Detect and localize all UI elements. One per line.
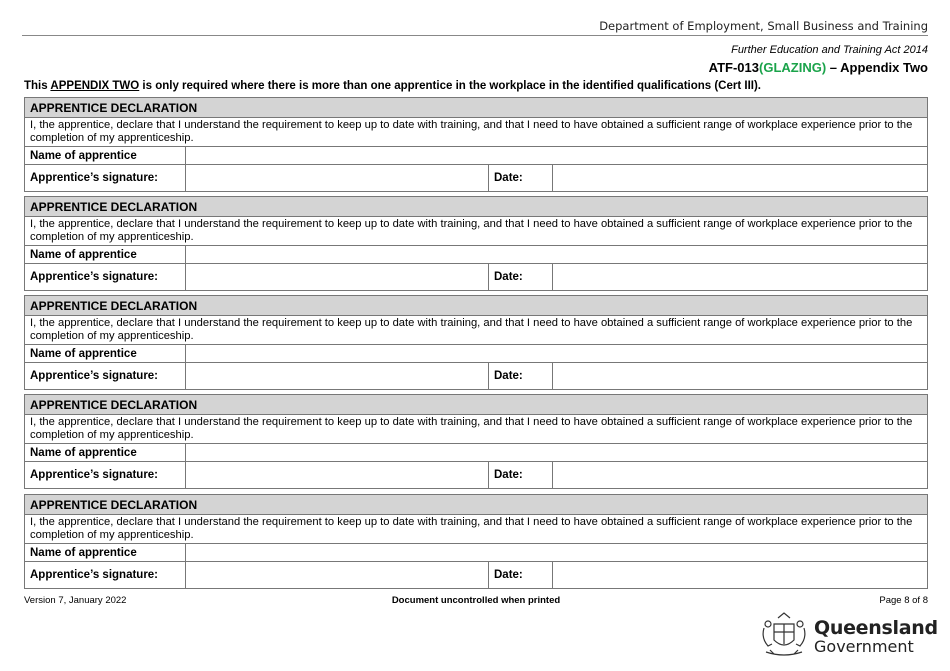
date-label: Date:	[489, 165, 553, 192]
form-identifier	[709, 60, 928, 75]
declaration-heading: APPRENTICE DECLARATION	[25, 296, 928, 316]
name-label: Name of apprentice	[25, 147, 186, 165]
apprentice-declaration-table	[24, 394, 928, 489]
apprentice-name-field[interactable]	[186, 444, 928, 462]
signature-label: Apprentice’s signature:	[25, 363, 186, 390]
form-suffix: – Appendix Two	[826, 60, 928, 75]
apprentice-signature-field[interactable]	[186, 363, 489, 390]
declaration-heading: APPRENTICE DECLARATION	[25, 395, 928, 415]
intro-rest: is only required where there is more than one apprentice in the workplace in the identified qualifications (Cert III).	[139, 80, 761, 92]
apprentice-signature-field[interactable]	[186, 165, 489, 192]
signature-label: Apprentice’s signature:	[25, 264, 186, 291]
date-label: Date:	[489, 462, 553, 489]
page-number: Page 8 of 8	[879, 595, 928, 606]
logo-name: Queensland	[814, 617, 938, 639]
queensland-government-logo	[758, 610, 938, 660]
header-divider	[22, 35, 928, 36]
apprentice-declaration-table	[24, 295, 928, 390]
signature-label: Apprentice’s signature:	[25, 562, 186, 589]
apprentice-declaration-table	[24, 494, 928, 589]
name-label: Name of apprentice	[25, 544, 186, 562]
declaration-heading: APPRENTICE DECLARATION	[25, 495, 928, 515]
apprentice-name-field[interactable]	[186, 246, 928, 264]
signature-label: Apprentice’s signature:	[25, 165, 186, 192]
logo-subtitle: Government	[814, 637, 914, 656]
date-field[interactable]	[553, 562, 928, 589]
declaration-statement: I, the apprentice, declare that I understand the requirement to keep up to date with training, and that I need to have obtained a sufficient range of workplace experience prior to the completion of my apprenticeship.	[25, 217, 928, 246]
name-label: Name of apprentice	[25, 444, 186, 462]
form-code: ATF-013	[708, 60, 759, 75]
name-label: Name of apprentice	[25, 345, 186, 363]
date-label: Date:	[489, 562, 553, 589]
date-label: Date:	[489, 363, 553, 390]
intro-prefix: This	[24, 80, 51, 92]
department-name: Department of Employment, Small Business and Training	[599, 19, 928, 33]
apprentice-name-field[interactable]	[186, 147, 928, 165]
date-field[interactable]	[553, 363, 928, 390]
declaration-heading: APPRENTICE DECLARATION	[25, 197, 928, 217]
intro-text	[24, 80, 761, 92]
apprentice-declaration-table	[24, 97, 928, 192]
apprentice-name-field[interactable]	[186, 345, 928, 363]
declaration-statement: I, the apprentice, declare that I understand the requirement to keep up to date with training, and that I need to have obtained a sufficient range of workplace experience prior to the completion of my apprenticeship.	[25, 118, 928, 147]
version-text: Version 7, January 2022	[24, 595, 127, 606]
date-field[interactable]	[553, 462, 928, 489]
apprentice-signature-field[interactable]	[186, 462, 489, 489]
apprentice-signature-field[interactable]	[186, 562, 489, 589]
date-field[interactable]	[553, 264, 928, 291]
declaration-statement: I, the apprentice, declare that I understand the requirement to keep up to date with training, and that I need to have obtained a sufficient range of workplace experience prior to the completion of my apprenticeship.	[25, 515, 928, 544]
name-label: Name of apprentice	[25, 246, 186, 264]
declaration-statement: I, the apprentice, declare that I understand the requirement to keep up to date with training, and that I need to have obtained a sufficient range of workplace experience prior to the completion of my apprenticeship.	[25, 415, 928, 444]
declaration-statement: I, the apprentice, declare that I understand the requirement to keep up to date with training, and that I need to have obtained a sufficient range of workplace experience prior to the completion of my apprenticeship.	[25, 316, 928, 345]
date-field[interactable]	[553, 165, 928, 192]
date-label: Date:	[489, 264, 553, 291]
declaration-heading: APPRENTICE DECLARATION	[25, 98, 928, 118]
signature-label: Apprentice’s signature:	[25, 462, 186, 489]
intro-appendix: APPENDIX TWO	[50, 80, 140, 92]
form-qualifier: (GLAZING)	[759, 60, 827, 75]
apprentice-name-field[interactable]	[186, 544, 928, 562]
apprentice-signature-field[interactable]	[186, 264, 489, 291]
uncontrolled-notice: Document uncontrolled when printed	[391, 595, 561, 606]
apprentice-declaration-table	[24, 196, 928, 291]
act-title: Further Education and Training Act 2014	[731, 44, 928, 56]
queensland-coat-of-arms-icon	[758, 610, 810, 660]
